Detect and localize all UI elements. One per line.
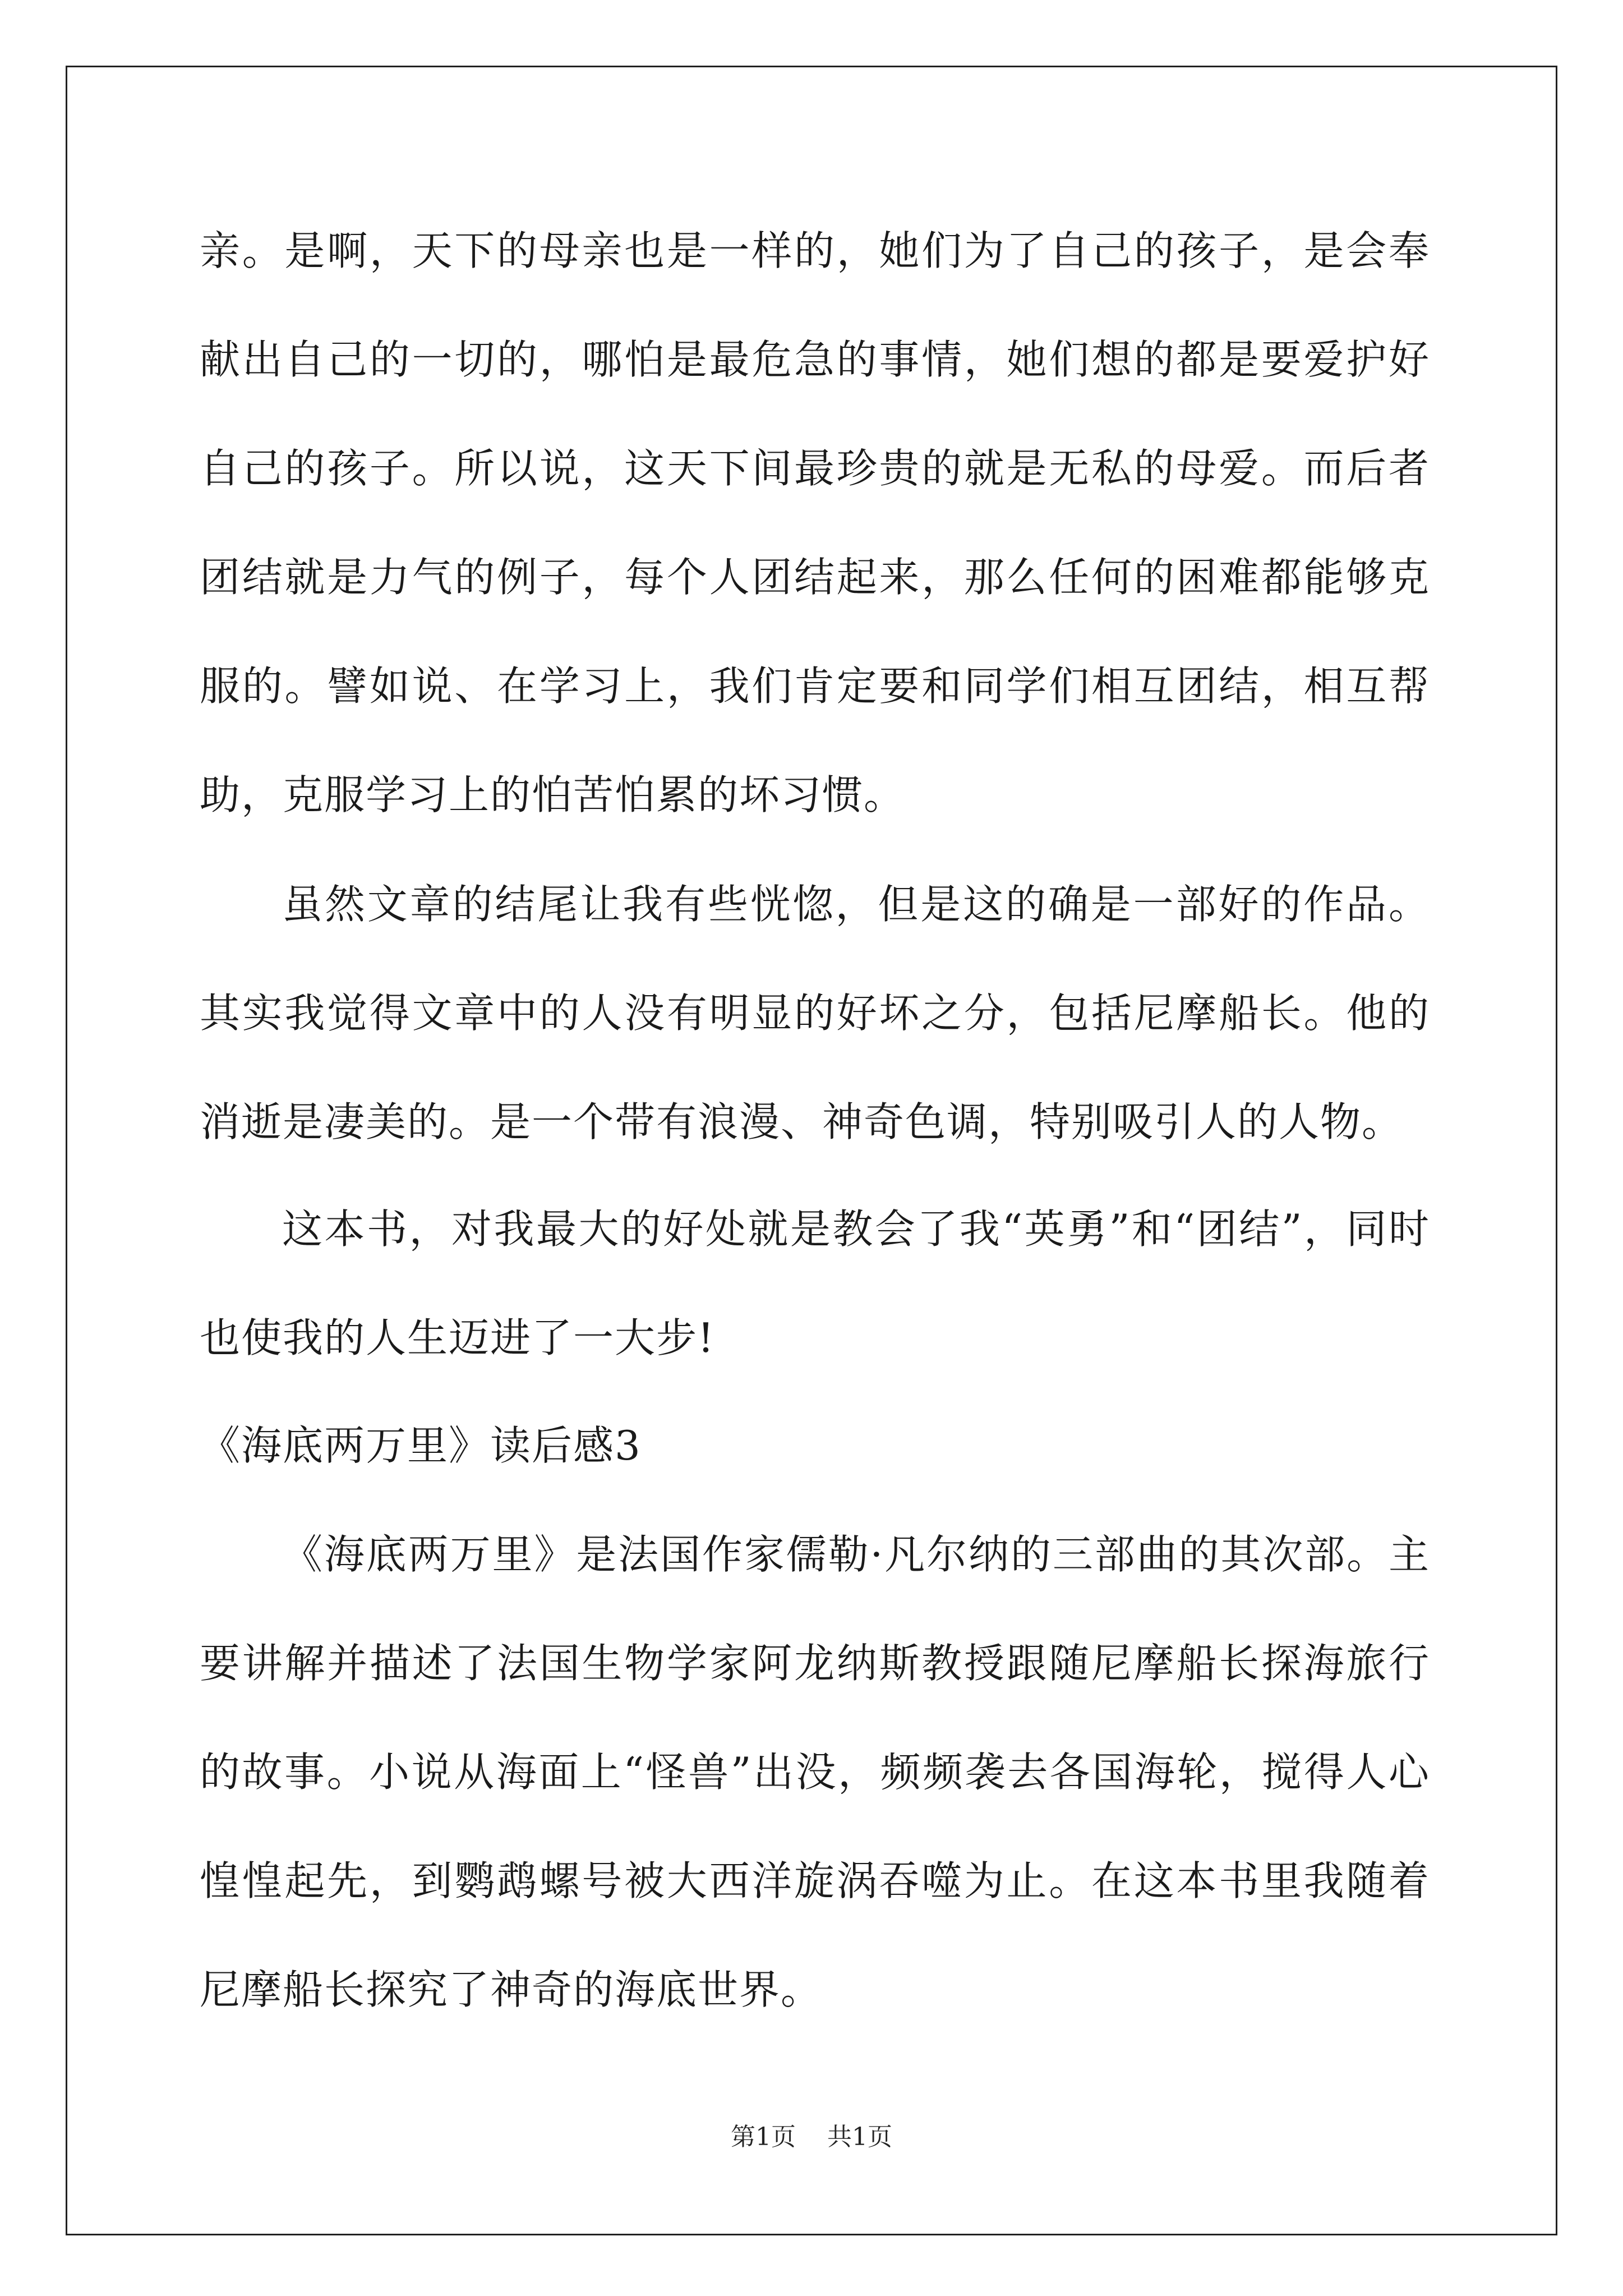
paragraph: 《海底两万里》是法国作家儒勒·凡尔纳的三部曲的其次部。主要讲解并描述了法国生物学家阿龙纳斯教授跟随尼摩船长探海旅行的故事。小说从海面上“怪兽”出没，频频袭去各国海轮，搅得人心惶惶起先，到鹦鹉螺号被大西洋旋涡吞噬为止。在这本书里我随着尼摩船长探究了神奇的海底世界。 [200, 1531, 1430, 2013]
paragraph: 这本书，对我最大的好处就是教会了我“英勇”和“团结”，同时也使我的人生迈进了一大步! [200, 1205, 1430, 1361]
page-number: 第1页 [731, 2123, 796, 2151]
page-footer [0, 2120, 1623, 2154]
paragraph-continued: 亲。是啊，天下的母亲也是一样的，她们为了自己的孩子，是会奉献出自己的一切的，哪怕是最危急的事情，她们想的都是要爱护好自己的孩子。所以说，这天下间最珍贵的就是无私的母爱。而后者团结就是力气的例子，每个人团结起来，那么任何的困难都能够克服的。譬如说、在学习上，我们肯定要和同学们相互团结，相互帮助，克服学习上的怕苦怕累的坏习惯。 [200, 227, 1430, 818]
page-total: 共1页 [827, 2123, 892, 2151]
section-heading: 《海底两万里》读后感3 [200, 1422, 642, 1469]
paragraph: 虽然文章的结尾让我有些恍惚，但是这的确是一部好的作品。其实我觉得文章中的人没有明显的好坏之分，包括尼摩船长。他的消逝是凄美的。是一个带有浪漫、神奇色调，特别吸引人的人物。 [200, 881, 1430, 1145]
